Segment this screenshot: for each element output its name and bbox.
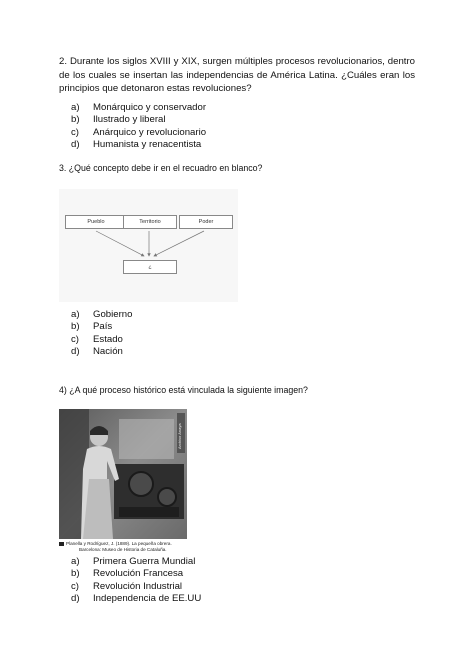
option-b[interactable]: b) País xyxy=(71,321,113,333)
option-b[interactable]: b) Revolución Francesa xyxy=(71,568,184,580)
photo-side-text: Archivo Anaya xyxy=(177,423,182,449)
option-d[interactable]: d) Humanista y renacentista xyxy=(71,139,202,151)
option-d[interactable]: d) Independencia de EE.UU xyxy=(71,593,202,605)
option-b[interactable]: b) Ilustrado y liberal xyxy=(71,114,166,126)
option-a[interactable]: a) Monárquico y conservador xyxy=(71,102,207,113)
diagram-arrows xyxy=(59,189,238,302)
camera-icon xyxy=(59,542,64,546)
question-2-options xyxy=(71,102,206,152)
concept-diagram xyxy=(59,189,238,302)
photo-caption: Planella y Rodríguez, J. (1889). La pequeña obrera. Barcelona: Museo de Historia de Cataluña. xyxy=(59,541,199,553)
option-c[interactable]: c) Revolución Industrial xyxy=(71,580,183,592)
option-c[interactable]: c) Anárquico y revolucionario xyxy=(71,126,207,138)
option-d[interactable]: d) Nación xyxy=(71,346,123,358)
option-c[interactable]: c) Estado xyxy=(71,333,123,345)
box-pueblo: Pueblo xyxy=(65,215,127,229)
question-3-options xyxy=(71,309,132,359)
historical-photo xyxy=(59,409,187,539)
blank-box: ¿ xyxy=(123,260,177,274)
question-3-text: 3. ¿Qué concepto debe ir en el recuadro en blanco? xyxy=(59,163,263,173)
question-4-text: 4) ¿A qué proceso histórico está vinculada la siguiente imagen? xyxy=(59,385,308,395)
box-territorio: Territorio xyxy=(123,215,177,229)
question-4-options xyxy=(71,556,201,606)
question-2-text: 2. Durante los siglos XVIII y XIX, surgen múltiples procesos revolucionarios, dentro de los cuales se insertan las independencias de América Latina. ¿Cuáles eran los principios que detonaron estas revoluciones? xyxy=(59,56,415,95)
box-poder: Poder xyxy=(179,215,233,229)
option-a[interactable]: a) Primera Guerra Mundial xyxy=(71,556,196,567)
option-a[interactable]: a) Gobierno xyxy=(71,309,133,320)
factory-worker-illustration xyxy=(59,409,187,539)
